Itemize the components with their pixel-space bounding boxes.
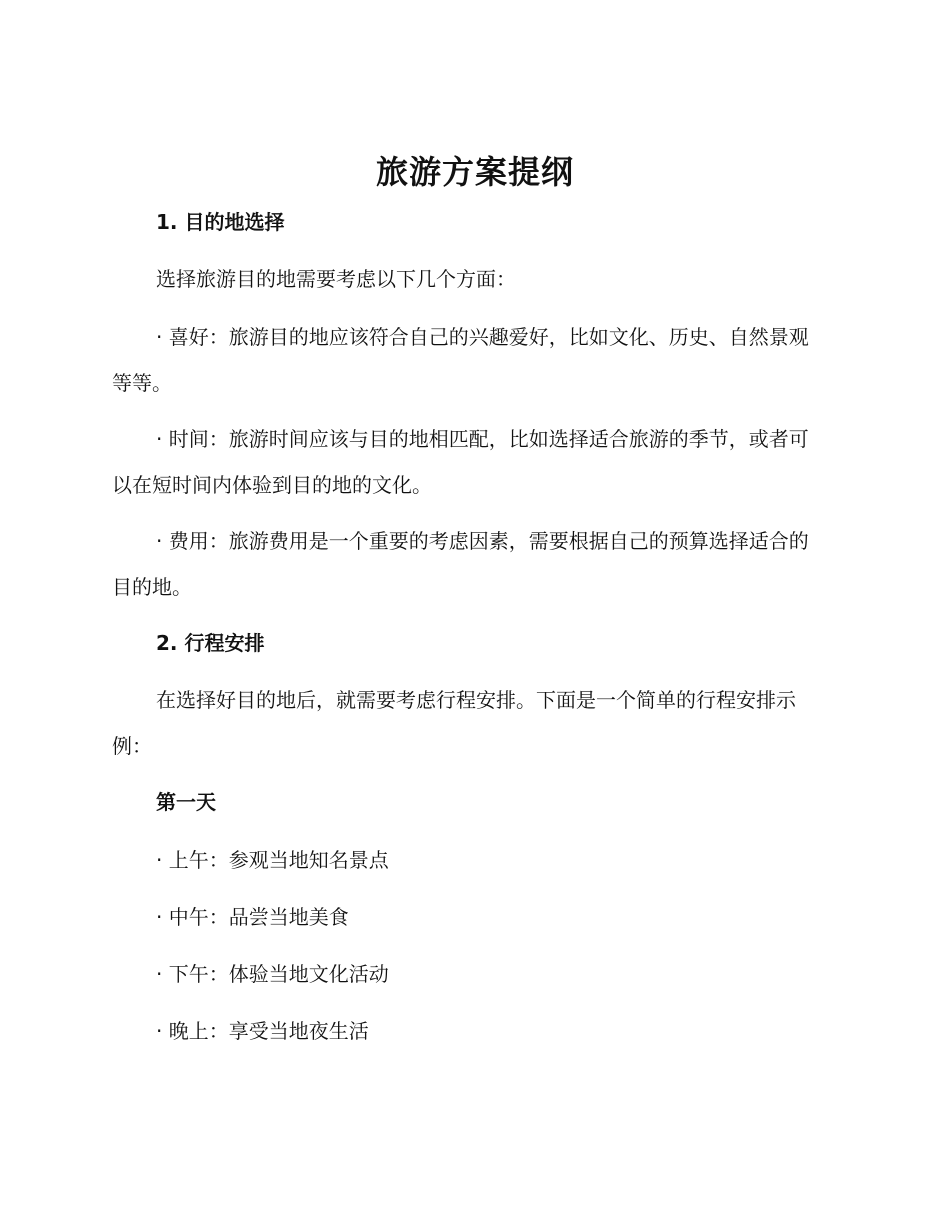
bullet-cost: · 费用：旅游费用是一个重要的考虑因素，需要根据自己的预算选择适合的目的地。 xyxy=(112,529,809,599)
bullet-preference: · 喜好：旅游目的地应该符合自己的兴趣爱好，比如文化、历史、自然景观等等。 xyxy=(112,325,809,395)
document-title: 旅游方案提纲 xyxy=(375,153,574,191)
section-heading-destination: 1. 目的地选择 xyxy=(156,210,285,234)
day-heading-first-day: 第一天 xyxy=(156,790,216,814)
list-item-afternoon: · 下午：体验当地文化活动 xyxy=(156,962,389,986)
list-item-morning: · 上午：参观当地知名景点 xyxy=(156,848,389,872)
section-heading-itinerary: 2. 行程安排 xyxy=(156,631,265,655)
list-item-noon: · 中午：品尝当地美食 xyxy=(156,905,349,929)
bullet-time: · 时间：旅游时间应该与目的地相匹配，比如选择适合旅游的季节，或者可以在短时间内体验到目的地的文化。 xyxy=(112,427,809,497)
paragraph-itinerary-intro: 在选择好目的地后，就需要考虑行程安排。下面是一个简单的行程安排示例： xyxy=(112,688,796,758)
list-item-evening: · 晚上：享受当地夜生活 xyxy=(156,1019,369,1043)
paragraph-destination-intro: 选择旅游目的地需要考虑以下几个方面： xyxy=(156,267,516,291)
